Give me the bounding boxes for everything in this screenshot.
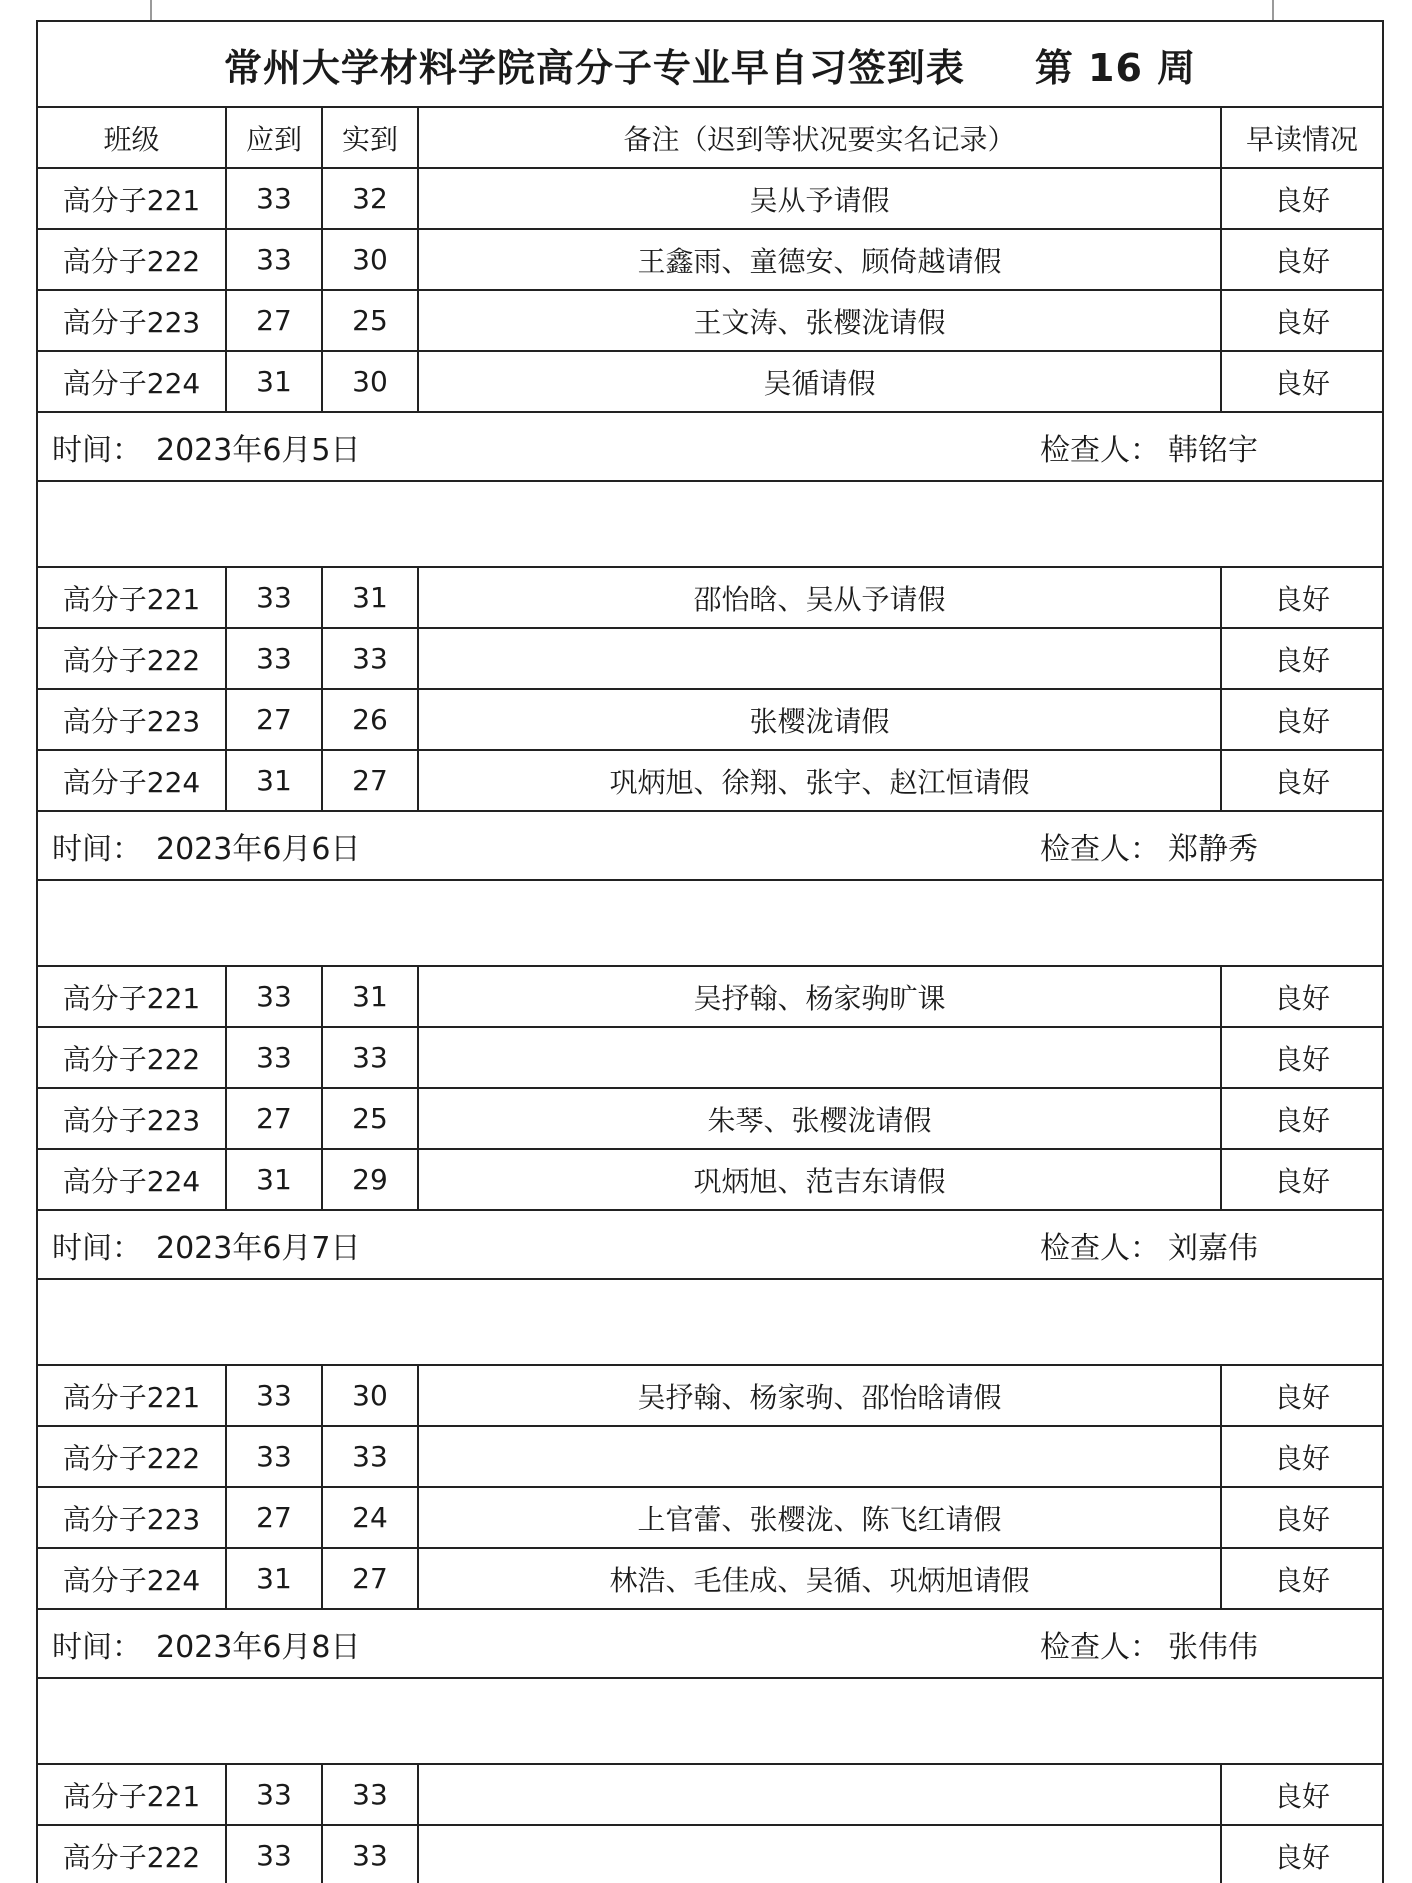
- class-cell: 高分子222: [38, 1826, 227, 1883]
- expected-cell: 27: [227, 1488, 323, 1547]
- actual-cell: 33: [323, 1028, 419, 1087]
- table-row: [38, 751, 1382, 812]
- expected-cell: 33: [227, 1366, 323, 1425]
- actual-cell: 33: [323, 629, 419, 688]
- actual-cell: 30: [323, 230, 419, 289]
- expected-cell: 33: [227, 568, 323, 627]
- day-info-row: [38, 1610, 1382, 1679]
- actual-cell: 30: [323, 352, 419, 411]
- class-cell: 高分子224: [38, 352, 227, 411]
- header-row: [38, 108, 1382, 169]
- inspector-label: 检查人：: [1040, 1230, 1160, 1266]
- table-row: [38, 1366, 1382, 1427]
- actual-cell: 33: [323, 1826, 419, 1883]
- reading-cell: 良好: [1273, 1563, 1330, 1597]
- class-cell: 高分子221: [38, 967, 227, 1026]
- remarks-cell: [419, 629, 1222, 688]
- table-row: [38, 1089, 1382, 1150]
- actual-cell: 25: [323, 1089, 419, 1148]
- blank-row: [38, 1679, 1382, 1765]
- expected-cell: 27: [227, 690, 323, 749]
- day-info-row: [38, 1211, 1382, 1280]
- date-value: 2023年6月5日: [156, 432, 361, 468]
- expected-cell: 27: [227, 1089, 323, 1148]
- remarks-cell: 吴循请假: [419, 352, 1222, 411]
- blank-row: [38, 482, 1382, 568]
- remarks-cell: 王文涛、张樱泷请假: [419, 291, 1222, 350]
- time-label: 时间：: [52, 831, 142, 867]
- remarks-cell: 巩炳旭、范吉东请假: [419, 1150, 1222, 1209]
- table-row: [38, 1028, 1382, 1089]
- actual-cell: 29: [323, 1150, 419, 1209]
- remarks-cell: 吴抒翰、杨家驹、邵怡晗请假: [419, 1366, 1222, 1425]
- reading-cell: 良好: [1273, 183, 1330, 217]
- title-text: 常州大学材料学院高分子专业早自习签到表: [223, 45, 965, 90]
- remarks-cell: 林浩、毛佳成、吴循、巩炳旭请假: [419, 1549, 1222, 1608]
- reading-cell: 良好: [1273, 305, 1330, 339]
- reading-cell: 良好: [1273, 1502, 1330, 1536]
- expected-cell: 33: [227, 1427, 323, 1486]
- expected-cell: 33: [227, 1826, 323, 1883]
- expected-cell: 31: [227, 1150, 323, 1209]
- reading-cell: 良好: [1273, 1042, 1330, 1076]
- table-row: [38, 230, 1382, 291]
- top-margin-line-right: [1272, 0, 1274, 20]
- expected-cell: 33: [227, 169, 323, 228]
- expected-cell: 33: [227, 1028, 323, 1087]
- header-actual: 实到: [323, 108, 419, 167]
- table-row: [38, 690, 1382, 751]
- table-row: [38, 629, 1382, 690]
- class-cell: 高分子224: [38, 1549, 227, 1608]
- table-row: [38, 1427, 1382, 1488]
- expected-cell: 27: [227, 291, 323, 350]
- header-remarks: 备注（迟到等状况要实名记录）: [419, 108, 1222, 167]
- reading-cell: 良好: [1273, 981, 1330, 1015]
- actual-cell: 33: [323, 1765, 419, 1824]
- expected-cell: 33: [227, 629, 323, 688]
- remarks-cell: [419, 1028, 1222, 1087]
- actual-cell: 25: [323, 291, 419, 350]
- inspector-name: 刘嘉伟: [1168, 1230, 1258, 1266]
- actual-cell: 24: [323, 1488, 419, 1547]
- table-row: [38, 1826, 1382, 1883]
- header-expected: 应到: [227, 108, 323, 167]
- expected-cell: 33: [227, 1765, 323, 1824]
- table-row: [38, 291, 1382, 352]
- actual-cell: 31: [323, 568, 419, 627]
- actual-cell: 27: [323, 1549, 419, 1608]
- reading-cell: 良好: [1273, 643, 1330, 677]
- class-cell: 高分子224: [38, 1150, 227, 1209]
- actual-cell: 33: [323, 1427, 419, 1486]
- remarks-cell: 吴从予请假: [419, 169, 1222, 228]
- reading-cell: 良好: [1273, 765, 1330, 799]
- class-cell: 高分子223: [38, 690, 227, 749]
- actual-cell: 31: [323, 967, 419, 1026]
- remarks-cell: 巩炳旭、徐翔、张宇、赵江恒请假: [419, 751, 1222, 810]
- remarks-cell: 吴抒翰、杨家驹旷课: [419, 967, 1222, 1026]
- table-row: [38, 568, 1382, 629]
- date-value: 2023年6月7日: [156, 1230, 361, 1266]
- reading-cell: 良好: [1273, 1103, 1330, 1137]
- remarks-cell: 上官蕾、张樱泷、陈飞红请假: [419, 1488, 1222, 1547]
- class-cell: 高分子221: [38, 1765, 227, 1824]
- class-cell: 高分子221: [38, 1366, 227, 1425]
- class-cell: 高分子222: [38, 1427, 227, 1486]
- expected-cell: 33: [227, 230, 323, 289]
- top-margin-line-left: [150, 0, 152, 20]
- remarks-cell: [419, 1765, 1222, 1824]
- inspector-label: 检查人：: [1040, 1629, 1160, 1665]
- reading-cell: 良好: [1273, 366, 1330, 400]
- table-row: [38, 967, 1382, 1028]
- class-cell: 高分子223: [38, 291, 227, 350]
- class-cell: 高分子221: [38, 169, 227, 228]
- time-label: 时间：: [52, 432, 142, 468]
- table-row: [38, 352, 1382, 413]
- class-cell: 高分子223: [38, 1089, 227, 1148]
- table-row: [38, 1488, 1382, 1549]
- reading-cell: 良好: [1273, 1840, 1330, 1874]
- reading-cell: 良好: [1273, 582, 1330, 616]
- class-cell: 高分子224: [38, 751, 227, 810]
- class-cell: 高分子222: [38, 230, 227, 289]
- expected-cell: 33: [227, 967, 323, 1026]
- remarks-cell: 张樱泷请假: [419, 690, 1222, 749]
- inspector-name: 韩铭宇: [1168, 432, 1258, 468]
- attendance-sheet: [36, 20, 1384, 1883]
- reading-cell: 良好: [1273, 1164, 1330, 1198]
- remarks-cell: [419, 1427, 1222, 1486]
- reading-cell: 良好: [1273, 1779, 1330, 1813]
- week-label: 第 16 周: [1034, 45, 1197, 90]
- inspector-label: 检查人：: [1040, 432, 1160, 468]
- actual-cell: 30: [323, 1366, 419, 1425]
- time-label: 时间：: [52, 1629, 142, 1665]
- header-reading: 早读情况: [1245, 122, 1358, 156]
- class-cell: 高分子222: [38, 629, 227, 688]
- table-row: [38, 1150, 1382, 1211]
- day-info-row: [38, 413, 1382, 482]
- date-value: 2023年6月6日: [156, 831, 361, 867]
- inspector-label: 检查人：: [1040, 831, 1160, 867]
- reading-cell: 良好: [1273, 244, 1330, 278]
- reading-cell: 良好: [1273, 1441, 1330, 1475]
- day-sections: [38, 169, 1382, 1883]
- sheet-title: [38, 22, 1382, 108]
- expected-cell: 31: [227, 352, 323, 411]
- table-row: [38, 169, 1382, 230]
- remarks-cell: 邵怡晗、吴从予请假: [419, 568, 1222, 627]
- expected-cell: 31: [227, 1549, 323, 1608]
- actual-cell: 32: [323, 169, 419, 228]
- inspector-name: 郑静秀: [1168, 831, 1258, 867]
- class-cell: 高分子221: [38, 568, 227, 627]
- date-value: 2023年6月8日: [156, 1629, 361, 1665]
- class-cell: 高分子223: [38, 1488, 227, 1547]
- time-label: 时间：: [52, 1230, 142, 1266]
- blank-row: [38, 881, 1382, 967]
- reading-cell: 良好: [1273, 1380, 1330, 1414]
- inspector-name: 张伟伟: [1168, 1629, 1258, 1665]
- reading-cell: 良好: [1273, 704, 1330, 738]
- day-info-row: [38, 812, 1382, 881]
- table-row: [38, 1549, 1382, 1610]
- actual-cell: 27: [323, 751, 419, 810]
- header-class: 班级: [38, 108, 227, 167]
- expected-cell: 31: [227, 751, 323, 810]
- class-cell: 高分子222: [38, 1028, 227, 1087]
- table-row: [38, 1765, 1382, 1826]
- remarks-cell: [419, 1826, 1222, 1883]
- remarks-cell: 朱琴、张樱泷请假: [419, 1089, 1222, 1148]
- blank-row: [38, 1280, 1382, 1366]
- remarks-cell: 王鑫雨、童德安、顾倚越请假: [419, 230, 1222, 289]
- actual-cell: 26: [323, 690, 419, 749]
